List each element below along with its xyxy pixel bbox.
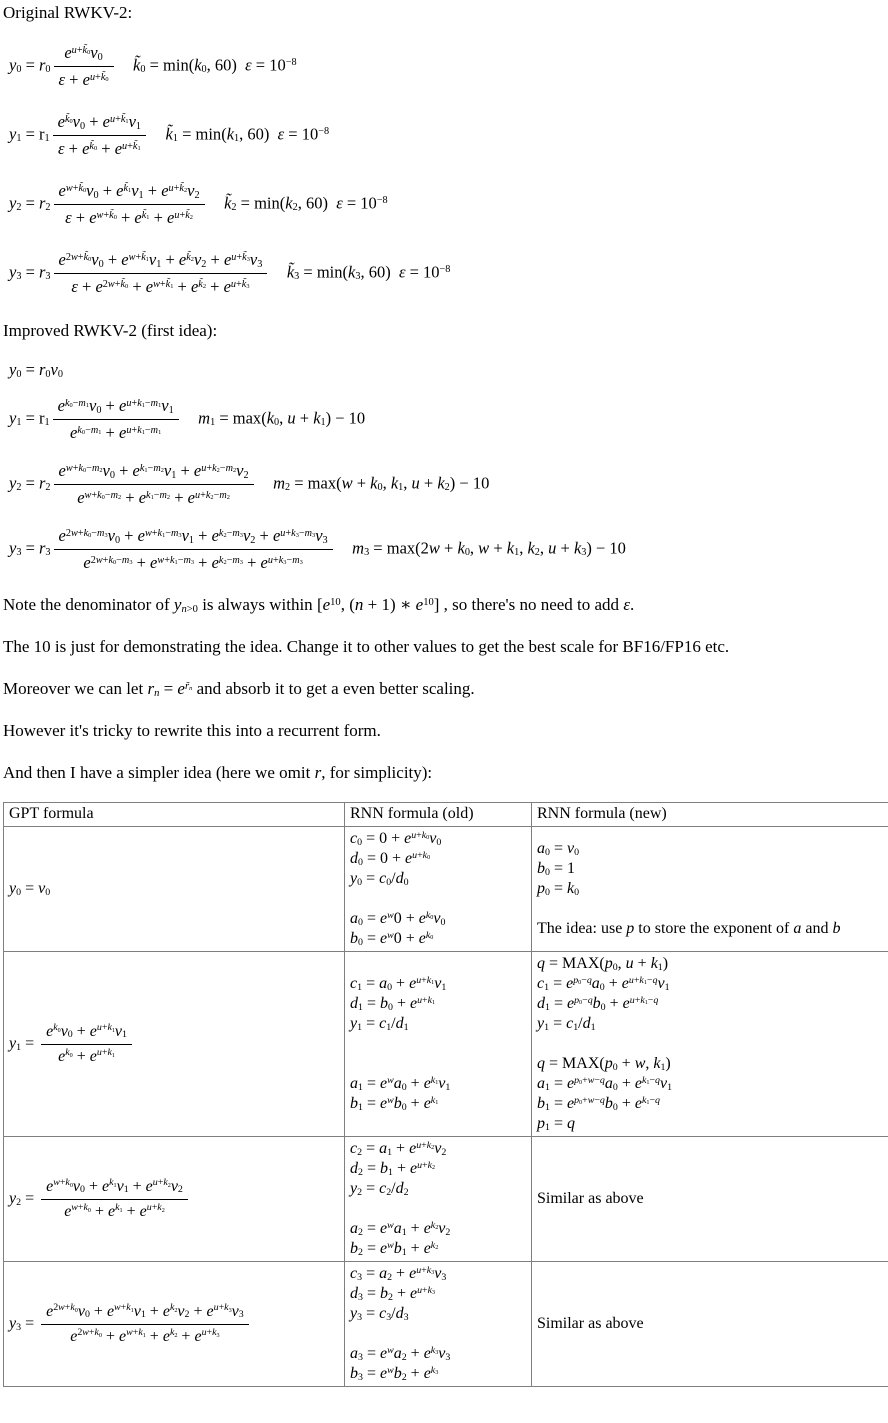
formula-line: $d_2 = b_1 + e^{u+k_2}$: [350, 1159, 436, 1178]
formula-line: $y_0 = v_0$: [9, 880, 51, 898]
formula-line: $b_3 = e^wb_2 + e^{k_3}$: [350, 1364, 439, 1383]
heading-original-rwkv2: Original RWKV-2:: [3, 3, 133, 22]
numerator: $e^{2w+k_0}v_0 + e^{w+k_1}v_1 + e^{k_2}v_2 + e^{u+k_3}v_3$: [46, 1302, 244, 1321]
cell-old-y3: [345, 1262, 532, 1387]
fraction: [54, 178, 205, 231]
formula-line: $b_1 = e^{p_0+w-q}b_0 + e^{k_1-q}$: [537, 1094, 660, 1113]
numerator: $e^{u+k̃_0}v_0$: [64, 43, 103, 64]
note-denominator: Note the denominator of $y_{n>0}$ is always within [$e^{10}$, (n + 1) ∗ $e^{10}$] , so there's no need to add ε.: [3, 595, 635, 616]
denominator: $\varepsilon + e^{w+k̃_0} + e^{k̃_1} + e^{u+k̃_2}$: [54, 204, 205, 231]
formula-line: $q = MAX(p_0 + w$, $k_1$): [537, 1055, 671, 1073]
numerator: $e^{k̃_0}v_0 + e^{u+k̃_1}v_1$: [57, 112, 142, 133]
formula-line: $d_3 = b_2 + e^{u+k_3}$: [350, 1284, 436, 1303]
formula-line: The idea: use p to store the exponent of a and b: [537, 920, 841, 937]
spacer-line: [350, 1054, 528, 1074]
fraction: [54, 247, 268, 300]
denominator: $\varepsilon + e^{2w+k̃_0} + e^{w+k̃_1} + e^{k̃_2} + e^{u+k̃_3}$: [54, 273, 268, 300]
formula-line: $p_1 = q$: [537, 1115, 575, 1133]
denominator: $e^{k_0} + e^{u+k_1}$: [41, 1044, 132, 1069]
fraction: [53, 393, 179, 446]
formula-line: $a_3 = e^wa_2 + e^{k_3}v_3$: [350, 1344, 451, 1363]
column-header-rnn-old: RNN formula (old): [345, 803, 532, 827]
formula-improved-y1: $y_1 = r_1$ $\frac{e^{k_0-m_1}v_0 + e^{u+k_1-m_1}v_1}{e^{k_0-m_1} + e^{u+k_1-m_1}}$ $m_1 = \max(k_0$, $u + k_1) - 10$: [9, 393, 888, 446]
formula-original-y2: $y_2 = r_2$ $\frac{e^{w+k̃_0}v_0 + e^{k̃_1}v_1 + e^{u+k̃_2}v_2}{\varepsilon + e^{w+k̃_0} + e^{k̃_1} + e^{u+k̃_2}}$ $k̃_2 = \min(k_2$, 60) $\varepsilon = 10^{-8}$: [9, 178, 888, 231]
formula-line: $c_1 = e^{p_0-q}a_0 + e^{u+k_1-q}v_1$: [537, 974, 670, 993]
formula-line: $b_1 = e^wb_0 + e^{k_1}$: [350, 1094, 439, 1113]
table-row-y0: [4, 827, 888, 952]
table-row-y3: [4, 1262, 888, 1387]
formula-line: $y_3$ = $\frac{e^{2w+k_0}v_0 + e^{w+k_1}v_1 + e^{k_2}v_2 + e^{u+k_3}v_3}{e^{2w+k_0} + e^{w+k_1} + e^{k_2} + e^{u+k_3}}$: [9, 1300, 341, 1349]
formula-line: $a_0 = v_0$: [537, 840, 580, 858]
formula-line: $a_1 = e^{p_0+w-q}a_0 + e^{k_1-q}v_1$: [537, 1074, 673, 1093]
numerator: $e^{w+k̃_0}v_0 + e^{k̃_1}v_1 + e^{u+k̃_2}v_2$: [58, 181, 200, 202]
formula-line: $d_0 = 0 + e^{u+k_0}$: [350, 849, 431, 868]
note-scale-bf16: The 10 is just for demonstrating the idea. Change it to other values to get the best scale for BF16/FP16 etc.: [3, 637, 730, 656]
denominator: $e^{k_0-m_1} + e^{u+k_1-m_1}$: [53, 419, 179, 446]
formula-line: $y_0 = c_0/d_0$: [350, 870, 409, 888]
spacer-line: [537, 899, 887, 919]
formula-line: $c_1 = a_0 + e^{u+k_1}v_1$: [350, 974, 447, 993]
numerator: $e^{w+k_0-m_2}v_0 + e^{k_1-m_2}v_1 + e^{u+k_2-m_2}v_2$: [58, 461, 249, 482]
denominator: $e^{2w+k_0} + e^{w+k_1} + e^{k_2} + e^{u+k_3}$: [41, 1324, 249, 1349]
formula-line: $y_1 = c_1/d_1$: [350, 1015, 409, 1033]
formula-improved-y2: $y_2 = r_2$ $\frac{e^{w+k_0-m_2}v_0 + e^{k_1-m_2}v_1 + e^{u+k_2-m_2}v_2}{e^{w+k_0-m_2} + e^{k_1-m_2} + e^{u+k_2-m_2}}$ $m_2 = \max(w + k_0$, $k_1$, $u + k_2) - 10$: [9, 458, 888, 511]
numerator: $e^{k_0}v_0 + e^{u+k_1}v_1$: [46, 1022, 127, 1041]
spacer-line: [350, 1034, 528, 1054]
heading-improved-rwkv2: Improved RWKV-2 (first idea):: [3, 321, 218, 340]
formula-line: $y_2$ = $\frac{e^{w+k_0}v_0 + e^{k_1}v_1 + e^{u+k_2}v_2}{e^{w+k_0} + e^{k_1} + e^{u+k_2}}$: [9, 1175, 341, 1224]
column-header-rnn-new: RNN formula (new): [532, 803, 888, 827]
note-absorb-r: Moreover we can let $r_n = e^{r̃_n}$ and absorb it to get a even better scaling.: [3, 679, 475, 700]
formula-line: $a_0 = e^w0 + e^{k_0}v_0$: [350, 909, 446, 928]
fraction: [41, 1300, 249, 1349]
formula-line: $q = MAX(p_0$, $u + k_1$): [537, 955, 669, 973]
denominator: $e^{w+k_0-m_2} + e^{k_1-m_2} + e^{u+k_2-m_2}$: [54, 484, 254, 511]
formula-original-y1: $y_1 = r_1$ $\frac{e^{k̃_0}v_0 + e^{u+k̃_1}v_1}{\varepsilon + e^{k̃_0} + e^{u+k̃_1}}$ $k̃_1 = \min(k_1$, 60) $\varepsilon = 10^{-8}$: [9, 109, 888, 162]
cell-old-y1: [345, 952, 532, 1137]
cell-gpt-y1: [4, 952, 345, 1137]
fraction: [54, 458, 254, 511]
denominator: $e^{2w+k_0-m_3} + e^{w+k_1-m_3} + e^{k_2-m_3} + e^{u+k_3-m_3}$: [54, 549, 333, 576]
cell-new-y0: [532, 827, 888, 952]
formula-line: $a_2 = e^wa_1 + e^{k_2}v_2$: [350, 1219, 451, 1238]
numerator: $e^{2w+k_0-m_3}v_0 + e^{w+k_1-m_3}v_1 + e^{k_2-m_3}v_2 + e^{u+k_3-m_3}v_3$: [58, 526, 328, 547]
cell-new-y2: [532, 1137, 888, 1262]
formula-line: $d_1 = e^{p_0-q}b_0 + e^{u+k_1-q}$: [537, 994, 659, 1013]
formula-original-y3: $y_3 = r_3$ $\frac{e^{2w+k̃_0}v_0 + e^{w+k̃_1}v_1 + e^{k̃_2}v_2 + e^{u+k̃_3}v_3}{\varepsilon + e^{2w+k̃_0} + e^{w+k̃_1} + e^{k̃_2} + e^{u+k̃_3}}$ $k̃_3 = \min(k_3$, 60) $\varepsilon = 10^{-8}$: [9, 247, 888, 300]
formula-improved-y3: $y_3 = r_3$ $\frac{e^{2w+k_0-m_3}v_0 + e^{w+k_1-m_3}v_1 + e^{k_2-m_3}v_2 + e^{u+k_3-m_3}v_3}{e^{2w+k_0-m_3} + e^{w+k_1-m_3} + e^{k_2-m_3} + e^{u+k_3-m_3}}$ $m_3 = \max(2w + k_0$, $w + k_1$, $k_2$, $u + k_3) - 10$: [9, 523, 888, 576]
formula-line: $c_3 = a_2 + e^{u+k_3}v_3$: [350, 1264, 447, 1283]
formula-line: $c_2 = a_1 + e^{u+k_2}v_2$: [350, 1139, 447, 1158]
cell-gpt-y3: [4, 1262, 345, 1387]
fraction: [53, 109, 146, 162]
formula-original-y0: $y_0 = r_0$ $\frac{e^{u+k̃_0}v_0}{\varepsilon + e^{u+k̃_0}}$ $k̃_0 = \min(k_0$, 60) $\varepsilon = 10^{-8}$: [9, 40, 888, 93]
table-header-row: [4, 803, 888, 827]
cell-new-y3: [532, 1262, 888, 1387]
comparison-table: [3, 802, 888, 1387]
formula-line: Similar as above: [537, 1190, 644, 1207]
formula-line: $y_2 = c_2/d_2$: [350, 1180, 409, 1198]
table-row-y2: [4, 1137, 888, 1262]
spacer-line: [350, 889, 528, 909]
numerator: $e^{w+k_0}v_0 + e^{k_1}v_1 + e^{u+k_2}v_2$: [46, 1177, 183, 1196]
formula-improved-y0: $y_0 = r_0v_0$: [9, 360, 63, 381]
cell-old-y0: [345, 827, 532, 952]
denominator: $\varepsilon + e^{k̃_0} + e^{u+k̃_1}$: [53, 135, 146, 162]
denominator: $e^{w+k_0} + e^{k_1} + e^{u+k_2}$: [41, 1199, 188, 1224]
cell-gpt-y0: [4, 827, 345, 952]
formula-line: $b_2 = e^wb_1 + e^{k_2}$: [350, 1239, 439, 1258]
spacer-line: [350, 1199, 528, 1219]
formula-line: Similar as above: [537, 1315, 644, 1332]
fraction: [54, 40, 114, 93]
formula-line: $c_0 = 0 + e^{u+k_0}v_0$: [350, 829, 442, 848]
formula-line: $b_0 = 1$: [537, 860, 575, 878]
column-header-gpt-formula: GPT formula: [4, 803, 345, 827]
formula-line: $y_3 = c_3/d_3$: [350, 1305, 409, 1323]
formula-line: $d_1 = b_0 + e^{u+k_1}$: [350, 994, 436, 1013]
fraction: [54, 523, 333, 576]
cell-gpt-y2: [4, 1137, 345, 1262]
formula-line: $b_0 = e^w0 + e^{k_0}$: [350, 929, 434, 948]
note-recurrent-tricky: However it's tricky to rewrite this into a recurrent form.: [3, 721, 381, 740]
spacer-line: [350, 1324, 528, 1344]
fraction: [41, 1020, 132, 1069]
cell-old-y2: [345, 1137, 532, 1262]
fraction: [41, 1175, 188, 1224]
cell-new-y1: [532, 952, 888, 1137]
denominator: $\varepsilon + e^{u+k̃_0}$: [54, 66, 114, 93]
formula-line: $y_1 = c_1/d_1$: [537, 1015, 596, 1033]
formula-line: $a_1 = e^wa_0 + e^{k_1}v_1$: [350, 1074, 451, 1093]
table-row-y1: [4, 952, 888, 1137]
note-simpler-idea: And then I have a simpler idea (here we omit r, for simplicity):: [3, 763, 433, 782]
formula-line: $p_0 = k_0$: [537, 880, 580, 898]
numerator: $e^{2w+k̃_0}v_0 + e^{w+k̃_1}v_1 + e^{k̃_2}v_2 + e^{u+k̃_3}v_3$: [58, 250, 263, 271]
spacer-line: [537, 1034, 887, 1054]
numerator: $e^{k_0-m_1}v_0 + e^{u+k_1-m_1}v_1$: [57, 396, 174, 417]
formula-line: $y_1$ = $\frac{e^{k_0}v_0 + e^{u+k_1}v_1}{e^{k_0} + e^{u+k_1}}$: [9, 1020, 341, 1069]
